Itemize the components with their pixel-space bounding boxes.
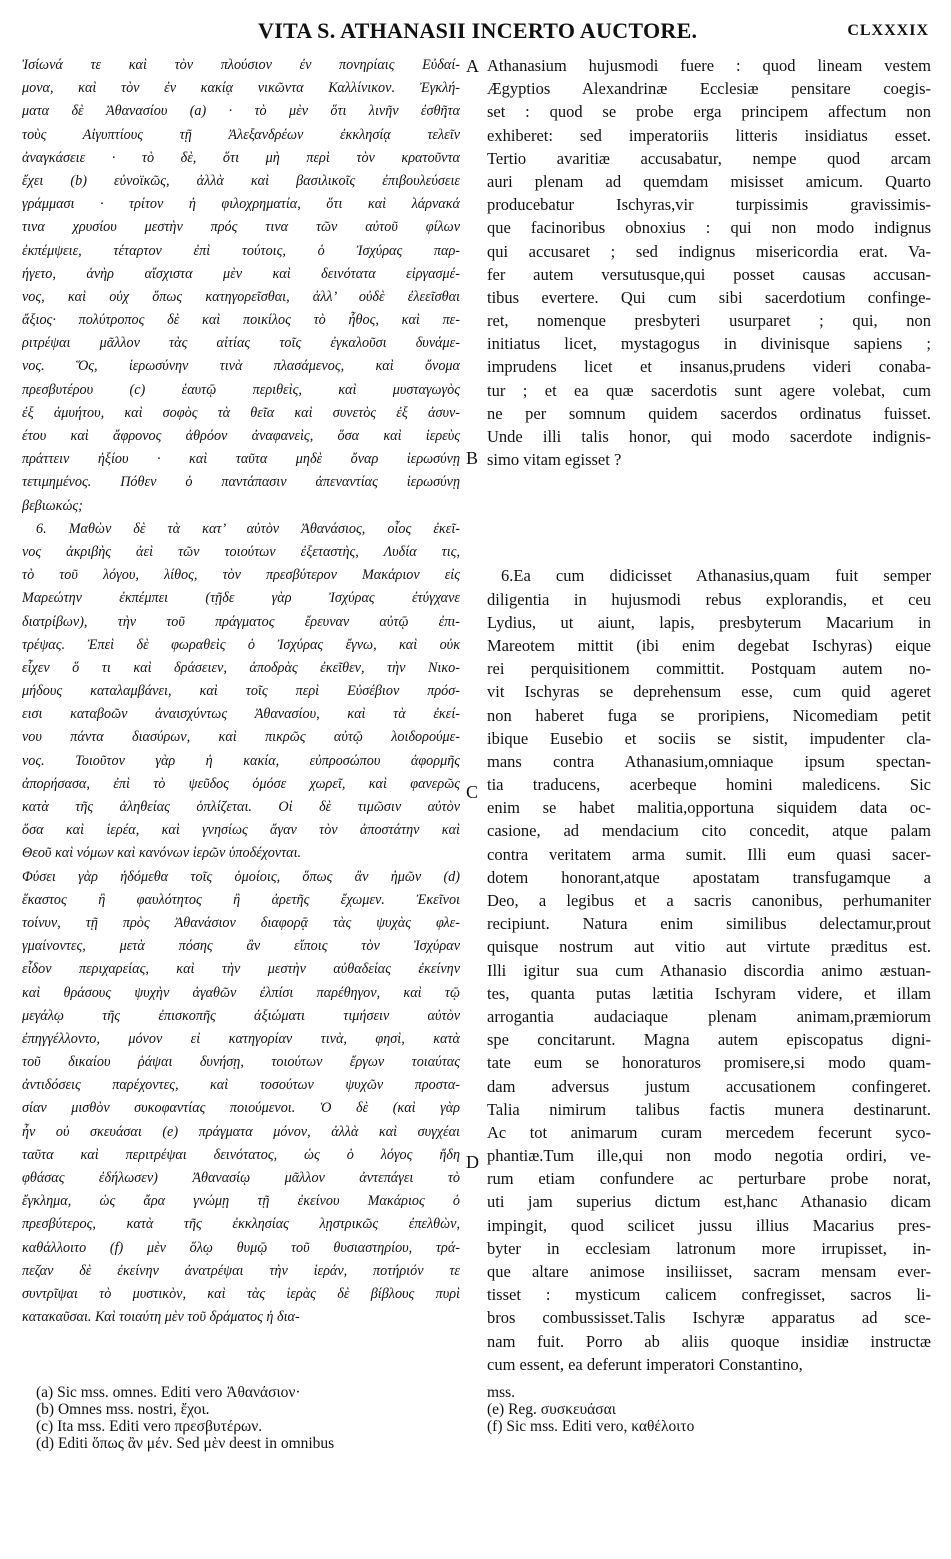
text-line: Lydius, ut aiunt, lapis, presbyterum Macarium in [487, 612, 931, 632]
text-line: ἕκαστος ἢ φαυλότητος ἢ ἀρετῆς ἔχωμεν. Ἐκεῖνοι [22, 891, 460, 908]
text-line: ne per somnum quidem sacerdos ordinatus fuisset. [487, 403, 931, 423]
greek-column [22, 54, 460, 1329]
text-line: Athanasium hujusmodi fuere : quod lineam vestem [487, 56, 931, 75]
page-number: CLXXXIX [847, 22, 929, 39]
text-line: καὶ θράσους ψυχὴν ἀγαθῶν ἐλπίσι παρέθηγον, καὶ τῷ [22, 984, 460, 1001]
text-line: auri plenam ad quemdam misisset amicum. Quarto [487, 171, 931, 191]
latin-section-6 [487, 564, 931, 1376]
text-line: νος. Ὅς, ἱερωσύνην τινὰ πλασάμενος, καὶ ὄνομα [22, 358, 460, 375]
text-line: Θεοῦ καὶ νόμων καὶ κανόνων ἱερῶν ὑποδέχονται. [22, 845, 302, 862]
text-line: ἐξ ἀμυήτου, καὶ σοφὸς τὰ θεῖα καὶ συνετὸς ἐξ ἀσυν- [22, 404, 460, 421]
text-line: καθάλλοιτο (f) μὲν ὅλῳ θυμῷ τοῦ θυσιαστηρίου, τρά- [22, 1239, 460, 1256]
text-line: εἶδον περιχαρείας, καὶ τὴν μεστὴν αὐθαδείας ἐκείνην [22, 961, 460, 978]
text-line: γμαίνοντες, μετὰ πόσης ἂν εἴποις τὸν Ἰσχύραν [22, 938, 460, 955]
text-line: διατρίβων), τὴν τοῦ πράγματος ἔρευναν αὐτῷ ἐπι- [22, 613, 460, 630]
text-line: ἄξιος· πολύτροπος δὲ καὶ ποικίλος τὸ ἦθος, καὶ πε- [22, 312, 460, 329]
text-line: σίαν μισθὸν συκοφαντίας ποιούμενοι. Ὁ δὲ (καὶ γὰρ [22, 1100, 460, 1117]
text-line: 6. Μαθὼν δὲ τὰ κατ’ αὐτὸν Ἀθανάσιος, οἷος ἐκεῖ- [36, 520, 460, 537]
text-line: cum essent, ea deferunt imperatori Constantino, [487, 1354, 803, 1374]
text-line: ήγετο, ἀνὴρ αἴσχιστα μὲν καὶ δεινότατα εἰργασμέ- [22, 265, 460, 282]
text-line: dam adversus justum accusationem confingeret. [487, 1076, 931, 1096]
text-line: rum etiam confundere ac perturbare probe norat, [487, 1169, 931, 1189]
footnote: (e) Reg. συσκευάσαι [487, 1401, 616, 1418]
page-title: VITA S. ATHANASII INCERTO AUCTORE. [258, 18, 698, 43]
text-line: nam fuit. Porro ab aliis quoque insidiæ instructæ [487, 1331, 931, 1351]
text-line: tia traducens, acerbeque homini maledicens. Sic [487, 775, 931, 795]
text-line: τινα χρυσίου μεστὴν πρός τινα τῶν αὐτοῦ φίλων [22, 219, 460, 236]
footnote: (b) Omnes mss. nostri, ἔχοι. [36, 1401, 210, 1418]
footnotes-left [36, 1384, 456, 1452]
text-line: νος ἀκριβὴς ἀεὶ τῶν τοιούτων ἐξεταστὴς, Λυδία τις, [22, 543, 460, 560]
text-line: imprudens licet et insanus,prudens videri conaba- [487, 357, 931, 377]
text-line: ibique Eusebio et sociis se sistit, impudenter cla- [487, 728, 931, 748]
text-line: κατακαῦσαι. Καὶ τοιαύτη μὲν τοῦ δράματος ἡ δια- [22, 1309, 300, 1326]
text-line: μονα, καὶ τὸν ἐν κακίᾳ νικῶντα Καλλίνικον. Ἐγκλή- [22, 80, 460, 97]
text-line: Deo, a legibus et a sacris canonibus, perhumaniter [487, 891, 931, 910]
text-line: enim se habet malitia,opportuna siquidem data oc- [487, 798, 931, 818]
text-line: set : quod se probe erga principem affectum non [487, 102, 931, 122]
text-line: contra veritatem arma sumit. Illi eum quasi sacer- [487, 844, 931, 864]
margin-letter-a: A [466, 56, 479, 76]
text-line: Illi igitur sua cum Athanasio discordia animo æstuan- [487, 960, 931, 980]
text-line: recipiunt. Natura enim similibus delectamur,prout [487, 914, 931, 934]
text-line: πρεσβυτέρου (c) ἑαυτῷ περιθεὶς, καὶ μυσταγωγὸς [22, 381, 460, 398]
footnote: (c) Ita mss. Editi vero πρεσβυτέρων. [36, 1418, 263, 1435]
text-line: mans contra Athanasium,omniaque ipsum spectan- [487, 751, 931, 771]
text-line: τρέψας. Ἐπεὶ δὲ φωραθεὶς ὁ Ἰσχύρας ἔγνω, καὶ οὐκ [22, 636, 460, 653]
text-line: τοῦ δικαίου ῥάψαι δυνήσῃ, τοιούτων ἔργων τοιαύτας [22, 1054, 460, 1071]
text-line: νος, καὶ οὐχ ὅπως κατηγορεῖσθαι, ἀλλ’ οὐδὲ ἐλεεῖσθαι [22, 288, 460, 305]
text-line: ὅσα καὶ ἱερέα, καὶ γνησίως ἄγαν τὸν ἀποστάτην καὶ [22, 822, 460, 839]
text-line: initiatus licet, mystagogus in divinisque sapiens ; [487, 334, 931, 354]
text-line: ret, nomenque presbyteri usurparet ; qui, non [487, 311, 931, 331]
text-line: Ἰσίωνά τε καὶ τὸν πλούσιον ἐν πονηρίαις Εὐδαί- [22, 57, 460, 73]
text-line: Φύσει γὰρ ἡδόμεθα τοῖς ὁμοίοις, ὅπως ἂν ἡμῶν (d) [22, 868, 460, 885]
text-line: non haberet fuga se proripiens, Nicomediam petit [487, 705, 931, 725]
margin-letter-c: C [466, 782, 479, 802]
text-line: tes, quanta putas lætitia Ischyram videre, et illam [487, 983, 931, 1003]
text-line: Unde illi talis honor, qui modo sacerdote indignis- [487, 427, 931, 446]
text-line: casione, ad mendacium cito concedit, atque palam [487, 821, 931, 841]
text-line: Mareotem mittit (ibi enim degebat Ischyras) eique [487, 635, 931, 655]
footnote: (d) Editi ὅπως ἂν μέν. Sed μὲν deest in omnibus [36, 1435, 335, 1452]
running-header [0, 18, 951, 50]
text-line: ἐπηγγέλλοντο, μόνον εἰ κατηγορίαν τινὰ, φησὶ, κατὰ [22, 1030, 460, 1047]
text-line: diligentia in hujusmodi rebus explorandis, et ceu [487, 589, 931, 609]
text-line: ἔγκλημα, ὡς ἄρα γνώμῃ τῇ ἐκείνου Μακάριος ὁ [22, 1193, 460, 1210]
text-line: que altare animose insiliisset, sacram mensam ever- [487, 1262, 931, 1281]
text-line: εισι καταβοῶν ἀναισχύντως Ἀθανασίου, καὶ τὰ ἐκεί- [22, 706, 460, 723]
column-gap [487, 471, 931, 564]
text-line: ἔχει (b) εὐνοϊκῶς, ἀλλὰ καὶ βασιλικοῖς ἐπιβουλεύσειε [22, 172, 460, 189]
footnote: mss. [487, 1384, 515, 1401]
text-line: έτου καὶ ἄφρονος ἀθρόον ἀναφανεὶς, ὅσα καὶ ἱερεὺς [22, 428, 460, 444]
text-line: tisset : mysticum calicem confregisset, sacros li- [487, 1285, 931, 1305]
text-line: Ægyptios Alexandrinæ Ecclesiæ pensitare coegis- [487, 79, 931, 99]
text-line: νου πάντα διασύρων, καὶ πικρῶς αὐτῷ λοιδορούμε- [22, 729, 460, 746]
text-line: byter in ecclesiam latronum more irrupisset, in- [487, 1238, 931, 1258]
latin-column [487, 54, 931, 1376]
text-line: τὸ τοῦ λόγου, λίθος, τὸν πρεσβύτερον Μακάριον εἰς [22, 567, 460, 584]
text-line: exhiberet: sed imperatoriis litteris insidiatus esset. [487, 125, 931, 145]
text-line: uti jam superius dictum est,hanc Athanasio dicam [487, 1192, 931, 1212]
text-line: que facinoribus obnoxius : qui non modo indignus [487, 218, 931, 238]
text-line: κατὰ τῆς ἀληθείας ὁπλίζεται. Οἱ δὲ τιμῶσιν αὐτὸν [22, 799, 460, 815]
margin-letter-b: B [466, 448, 479, 468]
text-line: Talia nimirum talibus factis munera destinarunt. [487, 1099, 931, 1119]
text-line: producebatur Ischyras,vir turpissimis gravissimis- [487, 195, 931, 215]
text-line: πρεσβύτερος, κατὰ τῆς ἐκκλησίας λῃστρικῶς ἐπελθὼν, [22, 1216, 460, 1233]
text-line: βεβιωκώς; [22, 497, 83, 514]
text-line: Tertio avaritiæ accusabatur, nempe quod arcam [487, 148, 931, 168]
text-line: ἀναγκάσειε · τὸ δὲ, ὅτι μὴ περὶ τὸν κρατοῦντα [22, 149, 460, 166]
margin-letter-d: D [466, 1152, 479, 1172]
text-line: ριτρέψαι μᾶλλον τὰς αἰτίας τοῖς ἐγκαλοῦσι δυνάμε- [22, 335, 460, 352]
text-line: φθάσας ἐδήλωσεν) Ἀθανασίῳ μᾶλλον ἀντεπάγει τὸ [22, 1170, 460, 1186]
text-line: 6.Ea cum didicisset Athanasius,quam fuit semper [501, 566, 931, 586]
text-line: γράμμασι · τρίτον ἡ φιλοχρηματία, ὅτι καὶ λάρνακά [22, 196, 460, 213]
text-line: bros combussisset.Talis Ischyræ apparatus ad sce- [487, 1308, 931, 1328]
text-line: rei perquisitionem committit. Postquam autem no- [487, 659, 931, 679]
text-line: tate eum se honoraturos promisere,si modo quam- [487, 1053, 931, 1073]
text-line: ἀντιδόσεις παρέχοντες, καὶ τοσούτων ψυχῶν προστα- [22, 1077, 460, 1094]
text-line: πεζαν δὲ ἐκείνην ἀνατρέψαι τὴν ἱεράν, ποτήριόν τε [22, 1262, 460, 1279]
text-line: ἐκπέμψειε, τέταρτον ἐπὶ τούτοις, ὁ Ἰσχύρας παρ- [22, 242, 460, 259]
text-line: tur ; et ea quæ sacerdotis sunt agere volebat, cum [487, 380, 931, 400]
latin-section-5 [487, 54, 931, 471]
text-line: impingit, quod scilicet jussu illius Macarius pres- [487, 1215, 931, 1235]
text-line: μεγάλῳ τῆς ἐπισκοπῆς ἀξιώματι τιμήσειν αὐτὸν [22, 1007, 460, 1024]
text-line: τοίνυν, τῇ πρὸς Ἀθανάσιον διαφορᾷ τὰς ψυχὰς φλε- [22, 914, 460, 931]
text-line: ἀπορήσασα, ἐπὶ τὸ ψεῦδος ὁμόσε χωρεῖ, καὶ φανερῶς [22, 775, 460, 792]
text-line: μήδους καταλαμβάνει, καὶ τοῖς περὶ Εὐσέβιον πρόσ- [22, 683, 460, 700]
text-line: ματα δὲ Ἀθανασίου (a) · τὸ μὲν ὅτι λινῆν ἐσθῆτα [22, 103, 460, 120]
text-line: spe concitarunt. Magna autem episcopatus digni- [487, 1030, 931, 1050]
text-line: εἶχεν ὅ τι καὶ δράσειεν, ἀποδρὰς ἐκεῖθεν, τὴν Νικο- [22, 659, 460, 676]
text-line: qui accusaret ; sed indignus misericordia erat. Va- [487, 241, 931, 261]
text-line: νος. Τοιοῦτον γὰρ ἡ κακία, εὐπροσώπου ἀφορμῆς [22, 752, 460, 769]
text-line: τοὺς Αἰγυπτίους τῇ Ἀλεξανδρέων ἐκκλησίᾳ τελεῖν [22, 126, 460, 143]
text-line: arrogantia audaciaque plenam animam,præmiorum [487, 1006, 931, 1026]
text-line: fer autem versutusque,qui posset causas accusan- [487, 264, 931, 284]
text-line: Μαρεώτην ἐκπέμπει (τῇδε γὰρ Ἰσχύρας ἐτύγχανε [22, 590, 460, 607]
text-line: vit Ischyras se deprehensum esse, cum quid ageret [487, 682, 931, 702]
text-line: ἦν οὐ σκευάσαι (e) πράγματα μόνον, ἀλλὰ καὶ συγχέαι [22, 1123, 460, 1140]
text-line: phantiæ.Tum ille,qui non modo negotia ordiri, ve- [487, 1146, 931, 1166]
text-line: quisque nostrum aut vitio aut virtute præditus est. [487, 937, 931, 957]
text-line: Ac tot animarum curam mercedem fecerunt syco- [487, 1122, 931, 1142]
text-line: simo vitam egisset ? [487, 450, 622, 470]
text-line: τετιμημένος. Πόθεν ὁ παντάπασιν ἀπεναντίας ἱερωσύνῃ [22, 474, 460, 491]
text-line: dotem honorant,atque apostatam transfugamque a [487, 867, 931, 887]
text-line: ταῦτα καὶ περιτρέψαι δεινότατος, ὡς ὁ λόγος ἤδη [22, 1146, 460, 1163]
footnotes-right [487, 1384, 927, 1435]
footnote: (f) Sic mss. Editi vero, καθέλοιτο [487, 1418, 695, 1435]
text-line: πράττειν ἠξίου · καὶ ταῦτα μηδὲ ὄναρ ἱερωσύνῃ [22, 451, 460, 468]
footnote: (a) Sic mss. omnes. Editi vero Ἀθανάσιον· [36, 1384, 301, 1401]
text-line: συντρῖψαι τὸ μυστικὸν, καὶ τὰς ἱερὰς δὲ βίβλους πυρὶ [22, 1285, 460, 1302]
text-line: tibus evertere. Qui cum sibi sacerdotium confinge- [487, 287, 931, 307]
